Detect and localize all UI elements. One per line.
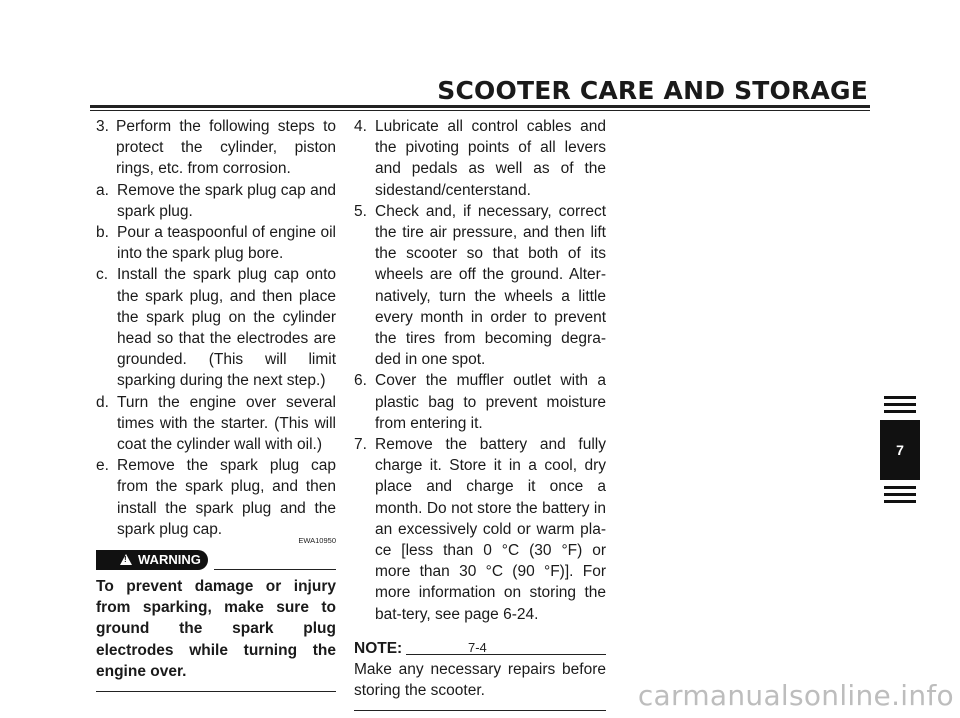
list-item-6 [354,370,606,434]
list-text: Install the spark plug cap onto the spark plug, and then place the spark plug on the cylinder head so that the electrodes are grounded. (This will limit sparking during the next step.) [117,266,336,390]
tab-hatch-mark [884,486,916,489]
warning-triangle-icon [120,554,132,565]
list-text: Lubricate all control cables and the pivoting points of all levers and pedals as well as of the sidestand/centerstand. [375,118,606,199]
list-text: Check and, if necessary, correct the tire air pressure, and then lift the scooter so that both of its wheels are off the ground. Alter-natively, turn the wheels a little every month in order to prevent the tires from becoming degra-ded in one spot. [375,202,606,369]
list-letter: d. [96,393,109,411]
page-number: 7-4 [468,640,487,655]
list-item-5 [354,201,606,371]
list-text: Pour a teaspoonful of engine oil into the spark plug bore. [117,224,336,263]
list-number: 7. [354,436,367,454]
list-text: Cover the muffler outlet with a plastic bag to prevent moisture from entering it. [375,372,606,432]
list-text: Remove the spark plug cap and spark plug. [117,181,336,220]
header-rule [90,105,870,108]
tab-hatch-mark [884,493,916,496]
watermark: carmanualsonline.info [637,679,954,712]
note-text: Make any necessary repairs before storing the scooter. [354,661,606,700]
list-item-7 [354,434,606,625]
list-letter: c. [96,266,109,284]
list-text: Turn the engine over several times with the starter. (This will coat the cylinder wall with oil.) [117,393,336,454]
tab-hatch-mark [884,403,916,406]
list-text: Perform the following steps to protect the cylinder, piston rings, etc. from corrosion. [116,118,336,178]
warning-label: WARNING [138,552,201,568]
list-number: 3. [96,118,109,135]
note-rule [406,654,606,655]
list-item-b [96,222,336,264]
list-letter: a. [96,181,109,199]
header-rule-thin [90,110,870,111]
list-number: 4. [354,118,367,135]
warning-end-rule [96,691,336,692]
list-number: 6. [354,372,367,390]
list-text: Remove the battery and fully charge it. Store it in a cool, dry place and charge it once a month. Do not store the battery in an excessively cold or warm pla-ce [less than 0 °C (30 °F) or more than 30 °C (90 °F)]. For more information on storing the bat-tery, see page 6-24. [375,436,606,623]
warning-rule [214,569,336,570]
list-item-c [96,264,336,391]
warning-code: EWA10950 [298,536,336,546]
list-item-3 [96,116,336,180]
list-item-e [96,455,336,540]
tab-hatch-mark [884,396,916,399]
note-end-rule [354,710,606,711]
tab-hatch-mark [884,500,916,503]
chapter-tab-label: 7 [896,442,904,458]
list-item-d [96,392,336,456]
list-item-4 [354,116,606,201]
chapter-tab [880,420,920,480]
list-letter: e. [96,457,109,475]
list-text: Remove the spark plug cap from the spark plug, and then install the spark plug and the spark plug cap. [117,457,336,538]
left-column [96,116,336,692]
warning-badge [96,550,208,570]
tab-hatch-mark [884,410,916,413]
page-title: SCOOTER CARE AND STORAGE [437,76,868,105]
warning-text: To prevent damage or injury from sparking, make sure to ground the spark plug electrodes while turning the engine over. [96,578,336,680]
list-number: 5. [354,202,367,220]
note-label: NOTE: [354,639,403,657]
warning-header [96,550,336,572]
list-item-a [96,180,336,222]
right-column [354,116,606,711]
list-letter: b. [96,224,109,242]
